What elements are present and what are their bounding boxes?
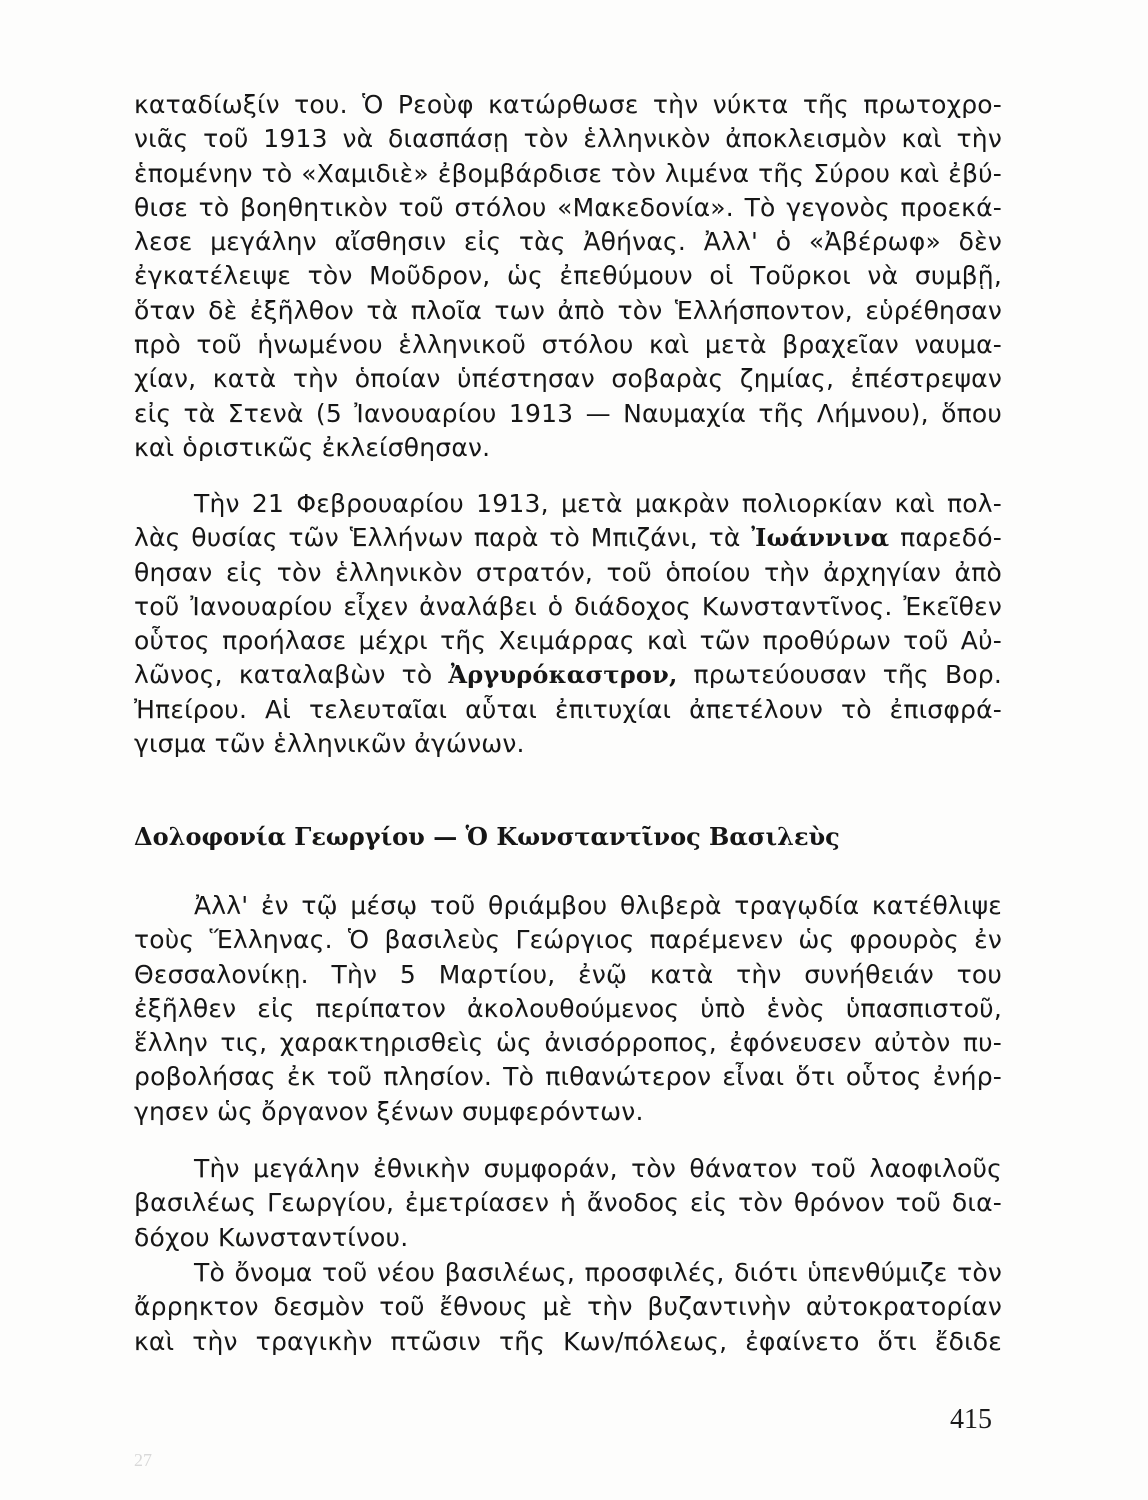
text-line: ἑπομένην τὸ «Χαμιδιὲ» ἐβομβάρδισε τὸν λιμένα τῆς Σύρου καὶ ἐβύ- (134, 158, 1002, 188)
printer-signature-mark: 27 (134, 1450, 152, 1470)
text-run: λὰς θυσίας τῶν Ἑλλήνων παρὰ τὸ Μπιζάνι, τὰ (134, 523, 752, 553)
text-line: ἄρρηκτον δεσμὸν τοῦ ἔθνους μὲ τὴν βυζαντινὴν αὐτοκρατορίαν (134, 1292, 1002, 1322)
text-line: δόχου Κωνσταντίνου. (134, 1222, 409, 1252)
paragraph-ioannina (134, 487, 1002, 761)
page-number: 415 (950, 1404, 992, 1435)
text-line: εἰς τὰ Στενὰ (5 Ἰανουαρίου 1913 — Ναυμαχία τῆς Λήμνου), ὅπου (134, 398, 1002, 428)
text-line: Ἠπείρου. Αἱ τελευταῖαι αὗται ἐπιτυχίαι ἀπετέλουν τὸ ἐπισφρά- (134, 694, 1002, 724)
text-run: παρεδό- (889, 523, 1002, 553)
text-line: Τὴν μεγάλην ἐθνικὴν συμφοράν, τὸν θάνατον τοῦ λαοφιλοῦς (194, 1154, 1002, 1183)
text-line: ἐξῆλθεν εἰς περίπατον ἀκολουθούμενος ὑπὸ ἑνὸς ὑπασπιστοῦ, (134, 993, 1002, 1023)
text-line: γισμα τῶν ἑλληνικῶν ἀγώνων. (134, 729, 525, 759)
bold-place-name-argyrokastro: Ἀργυρόκαστρον, (448, 660, 678, 690)
text-line: Ἀλλ' ἐν τῷ μέσῳ τοῦ θριάμβου θλιβερὰ τραγῳδία κατέθλιψε (194, 891, 1002, 920)
text-line: θησαν εἰς τὸν ἑλληνικὸν στρατόν, τοῦ ὁποίου τὴν ἀρχηγίαν ἀπὸ (134, 557, 1002, 587)
text-run: λῶνος, καταλαβὼν τὸ (134, 660, 449, 690)
paragraph-succession (134, 1152, 1002, 1255)
text-run: πρωτεύουσαν τῆς Βορ. (677, 660, 1003, 690)
text-line-with-bold (134, 521, 1002, 555)
text-line: χίαν, κατὰ τὴν ὁποίαν ὑπέστησαν σοβαρὰς ζημίας, ἐπέστρεψαν (134, 364, 1002, 394)
text-line: καὶ ὁριστικῶς ἐκλείσθησαν. (134, 432, 491, 462)
text-line: ἐγκατέλειψε τὸν Μοῦδρον, ὡς ἐπεθύμουν οἱ Τοῦρκοι νὰ συμβῇ, (134, 261, 1002, 291)
bold-place-name-ioannina: Ἰωάννινα (751, 523, 890, 553)
text-line: Θεσσαλονίκῃ. Τὴν 5 Μαρτίου, ἐνῷ κατὰ τὴν συνήθειάν του (134, 959, 1002, 989)
text-line: ροβολήσας ἐκ τοῦ πλησίον. Τὸ πιθανώτερον εἶναι ὅτι οὗτος ἐνήρ- (134, 1062, 1002, 1092)
text-line: πρὸ τοῦ ἡνωμένου ἑλληνικοῦ στόλου καὶ μετὰ βραχεῖαν ναυμα- (134, 330, 1002, 360)
paragraph-new-king (134, 1256, 1002, 1359)
section-heading: Δολοφονία Γεωργίου — Ὁ Κωνσταντῖνος Βασιλεὺς (134, 822, 840, 851)
text-line: Τὸ ὄνομα τοῦ νέου βασιλέως, προσφιλές, διότι ὑπενθύμιζε τὸν (194, 1258, 1002, 1287)
paragraph-naval-operations (134, 88, 1002, 465)
text-line: βασιλέως Γεωργίου, ἐμετρίασεν ἡ ἄνοδος εἰς τὸν θρόνον τοῦ δια- (134, 1188, 1002, 1218)
text-line: γησεν ὡς ὄργανον ξένων συμφερόντων. (134, 1096, 644, 1126)
text-line: θισε τὸ βοηθητικὸν τοῦ στόλου «Μακεδονία». Τὸ γεγονὸς προεκά- (134, 192, 1002, 222)
text-line: λεσε μεγάλην αἴσθησιν εἰς τὰς Ἀθήνας. Ἀλλ' ὁ «Ἀβέρωφ» δὲν (134, 227, 1002, 257)
text-line: τοὺς Ἕλληνας. Ὁ βασιλεὺς Γεώργιος παρέμενεν ὡς φρουρὸς ἐν (134, 925, 1002, 955)
paragraph-assassination (134, 889, 1002, 1129)
text-line: Τὴν 21 Φεβρουαρίου 1913, μετὰ μακρὰν πολιορκίαν καὶ πολ- (194, 489, 1002, 518)
text-line: νιᾶς τοῦ 1913 νὰ διασπάσῃ τὸν ἑλληνικὸν ἀποκλεισμὸν καὶ τὴν (134, 124, 1002, 154)
text-line: οὗτος προήλασε μέχρι τῆς Χειμάρρας καὶ τῶν προθύρων τοῦ Αὐ- (134, 626, 1002, 656)
text-line: ἕλλην τις, χαρακτηρισθεὶς ὡς ἀνισόρροπος, ἐφόνευσεν αὐτὸν πυ- (134, 1028, 1002, 1058)
text-line: καὶ τὴν τραγικὴν πτῶσιν τῆς Κων/πόλεως, ἐφαίνετο ὅτι ἔδιδε (134, 1326, 1002, 1356)
text-line: ὅταν δὲ ἐξῆλθον τὰ πλοῖα των ἀπὸ τὸν Ἑλλήσποντον, εὑρέθησαν (134, 295, 1002, 325)
text-line: καταδίωξίν του. Ὁ Ρεοὺφ κατώρθωσε τὴν νύκτα τῆς πρωτοχρο- (134, 90, 1002, 119)
text-line: τοῦ Ἰανουαρίου εἶχεν ἀναλάβει ὁ διάδοχος Κωνσταντῖνος. Ἐκεῖθεν (134, 591, 1002, 621)
text-line-with-bold (134, 658, 1002, 692)
